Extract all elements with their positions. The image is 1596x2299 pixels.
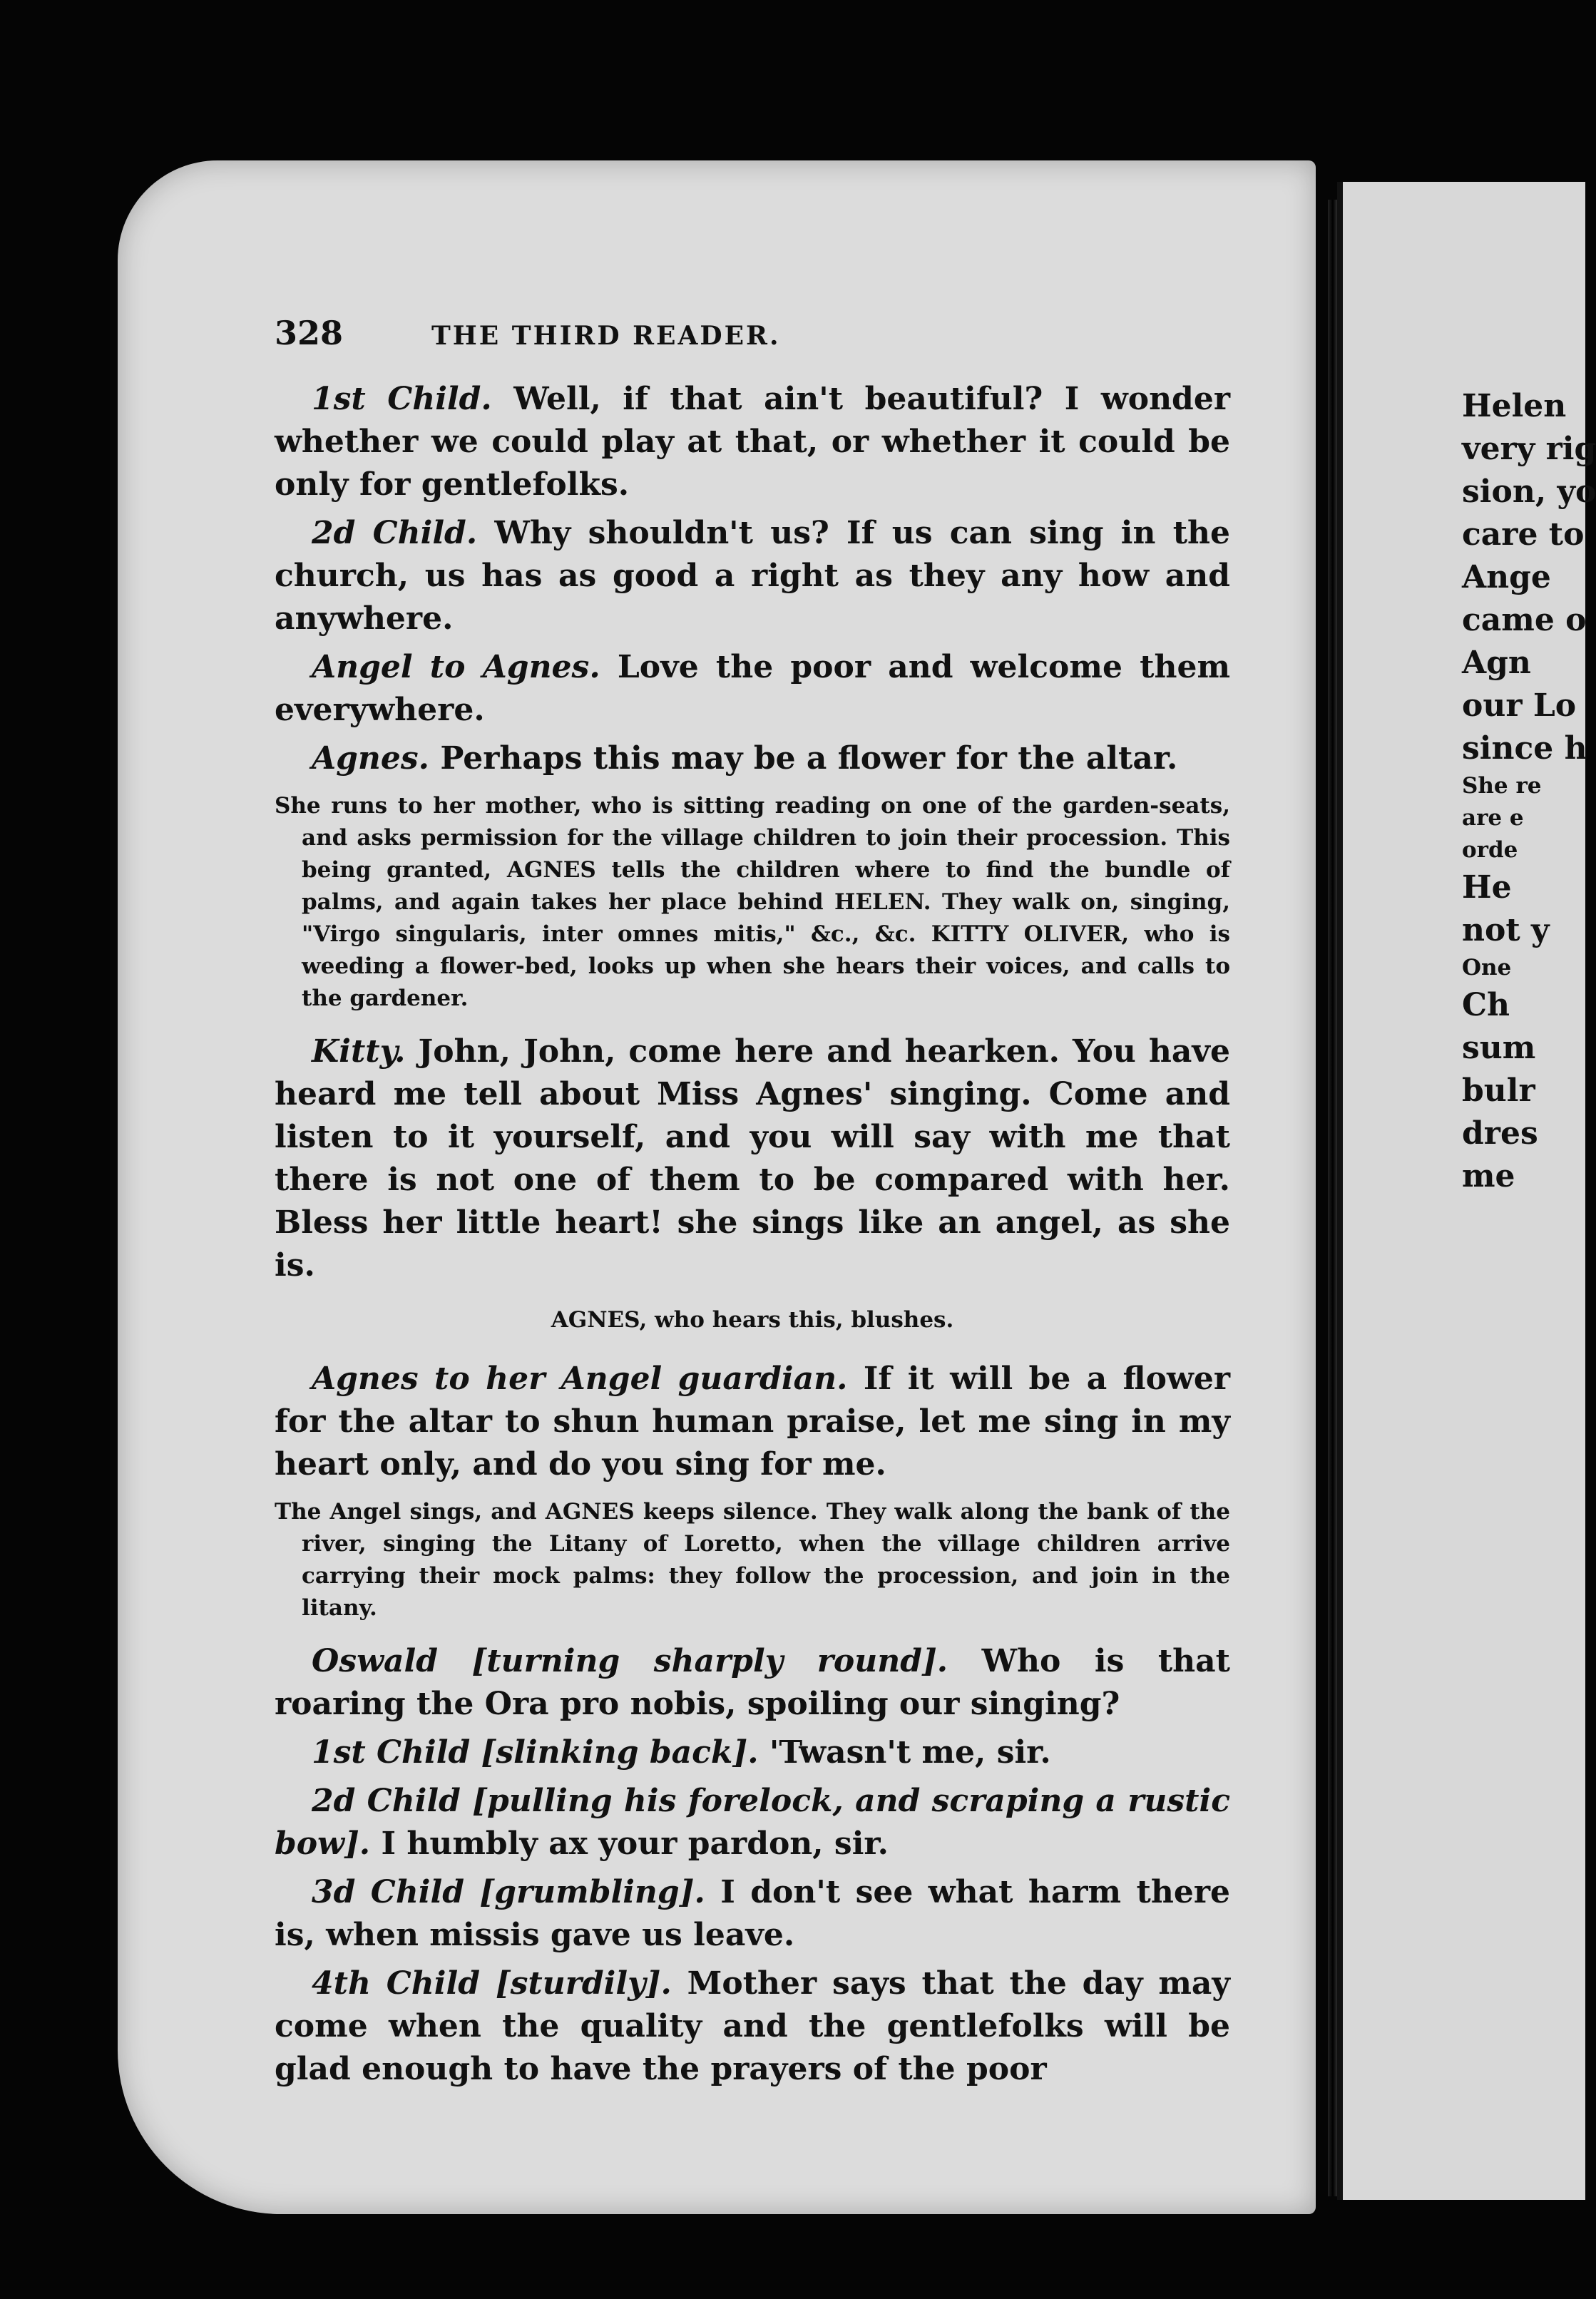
right-page-line: are e: [1462, 805, 1524, 831]
stage-direction: AGNES, who hears this, blushes.: [551, 1307, 954, 1333]
dialogue-line: [275, 512, 1230, 640]
dialogue-text: Perhaps this may be a flower for the altar.: [440, 740, 1178, 777]
book-gutter: [1328, 200, 1338, 2196]
right-page-line: since h: [1462, 730, 1587, 767]
stage-direction: She runs to her mother, who is sitting reading on one of the garden-seats, and asks permission for the village children to join their procession. This being granted, AGNES tells the children where to find the bundle of palms, and again takes her place behind HELEN. They walk on, singing, "Virgo singularis, inter omnes mitis," &c., &c. KITTY OLIVER, who is weeding a flower-bed, looks up when she hears their voices, and calls to the gardener.: [275, 793, 1230, 1011]
speaker-name: Agnes to her Angel guardian.: [312, 1361, 848, 1397]
right-page-line: our Lo: [1462, 687, 1577, 724]
speaker-name: 2d Child.: [312, 515, 478, 551]
dialogue-text: I humbly ax your pardon, sir.: [381, 1826, 889, 1862]
dialogue-text: John, John, come here and hearken. You have heard me tell about Miss Agnes' singing. Come and listen to it yourself, and you will say with me that there is not one of them to be compared with her. Bless her little heart! she sings like an angel, as she is.: [275, 1033, 1230, 1284]
speaker-name: Oswald [turning sharply round].: [312, 1643, 948, 1679]
dialogue-line: [275, 378, 1230, 506]
dialogue-line: [275, 1640, 1230, 1726]
speaker-name: 4th Child [sturdily].: [312, 1965, 672, 2002]
dialogue-text: I don't see what harm there is, when missis gave us leave.: [275, 1874, 1230, 1953]
right-page-line: not y: [1462, 912, 1550, 948]
dialogue-line: [275, 737, 1230, 780]
right-page-line: sum: [1462, 1030, 1536, 1066]
dialogue-line: [275, 1030, 1230, 1287]
right-page-line: Ange: [1462, 559, 1551, 595]
dialogue-line: [275, 1731, 1230, 1774]
speaker-name: Kitty.: [312, 1033, 406, 1070]
right-page-line: very rig: [1462, 431, 1596, 467]
dialogue-line: [275, 1358, 1230, 1486]
dialogue-line: [275, 1871, 1230, 1957]
text-blocks: [275, 378, 1230, 2091]
right-page-text: [1462, 385, 1596, 1198]
dialogue-text: If it will be a flower for the altar to shun human praise, let me sing in my heart only, and do you sing for me.: [275, 1361, 1230, 1483]
right-page-line: came o: [1462, 602, 1587, 638]
dialogue-text: 'Twasn't me, sir.: [769, 1734, 1051, 1771]
speaker-name: 3d Child [grumbling].: [312, 1874, 705, 1910]
right-page-line: He: [1462, 869, 1512, 906]
dialogue-text: Why shouldn't us? If us can sing in the church, us has as good a right as they any how and anywhere.: [275, 515, 1231, 637]
page-content: [275, 314, 1230, 2096]
dialogue-text: Love the poor and welcome them everywhere.: [275, 649, 1231, 728]
right-page-line: bulr: [1462, 1072, 1535, 1109]
right-page-line: care to: [1462, 516, 1585, 553]
right-page-line: Ch: [1462, 987, 1510, 1023]
page-header: [275, 314, 1230, 357]
speaker-name: 1st Child.: [312, 381, 492, 417]
right-page-line: dres: [1462, 1115, 1538, 1152]
right-page-line: One: [1462, 955, 1512, 980]
right-page-line: Helen: [1462, 388, 1567, 424]
speaker-name: 2d Child [pulling his forelock, and scraping a rustic bow].: [275, 1783, 1230, 1862]
speaker-name: Angel to Agnes.: [312, 649, 600, 685]
dialogue-line: [275, 1780, 1230, 1865]
right-page-line: orde: [1462, 837, 1518, 863]
page-number: 328: [275, 314, 344, 352]
right-page-line: sion, yo: [1462, 473, 1596, 510]
stage-direction: The Angel sings, and AGNES keeps silence. They walk along the bank of the river, singing the Litany of Loretto, when the village children arrive carrying their mock palms: they follow the procession, and join in the litany.: [275, 1499, 1230, 1621]
dialogue-line: [275, 646, 1230, 732]
right-page-line: Agn: [1462, 645, 1531, 681]
dialogue-text: Who is that roaring the Ora pro nobis, spoiling our singing?: [275, 1643, 1230, 1722]
speaker-name: Agnes.: [312, 740, 429, 777]
dialogue-line: [275, 1962, 1230, 2091]
dialogue-text: Mother says that the day may come when the quality and the gentlefolks will be glad enough to have the prayers of the poor: [275, 1965, 1230, 2087]
dialogue-text: Well, if that ain't beautiful? I wonder whether we could play at that, or whether it could be only for gentlefolks.: [275, 381, 1230, 503]
right-page-line: She re: [1462, 773, 1542, 799]
right-page-line: me: [1462, 1158, 1515, 1194]
running-title: THE THIRD READER.: [431, 321, 781, 351]
speaker-name: 1st Child [slinking back].: [312, 1734, 759, 1771]
